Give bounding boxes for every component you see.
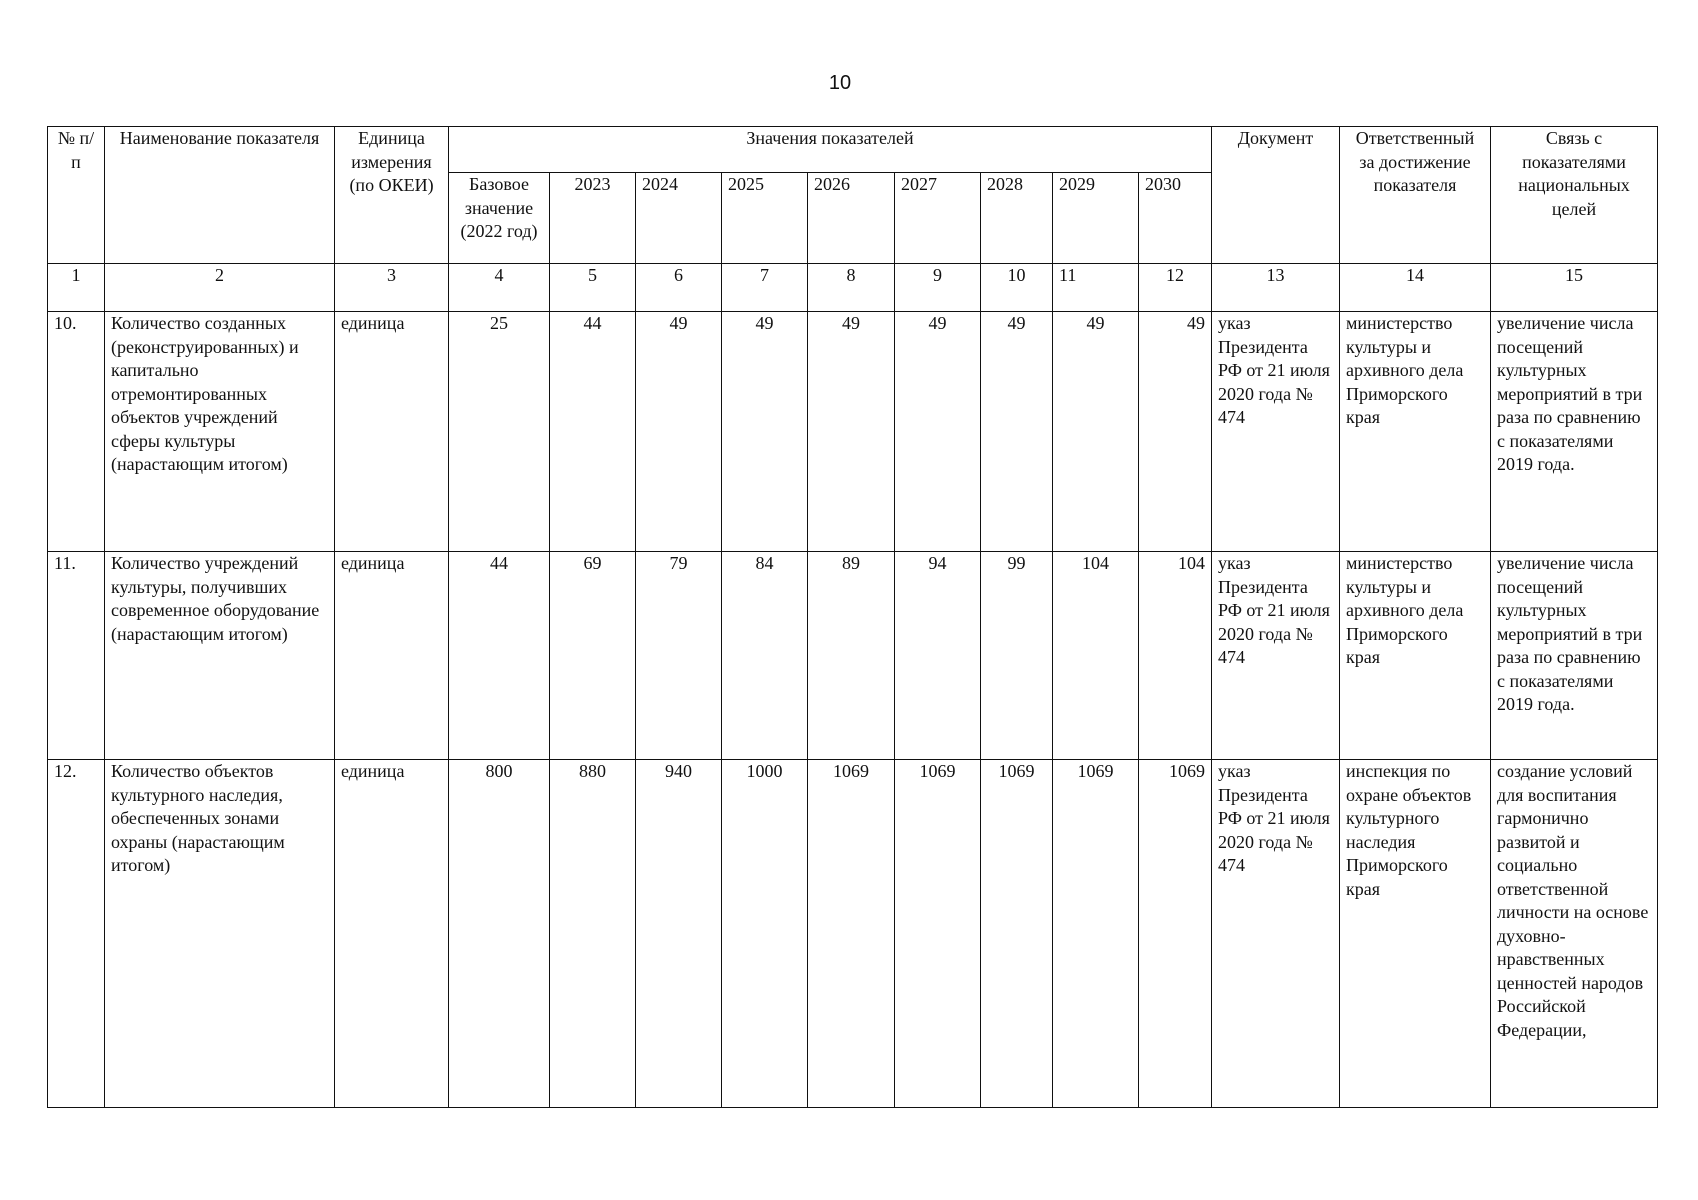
base-value-cell: 25 <box>449 312 550 552</box>
year-value-cell: 1069 <box>1053 760 1139 1108</box>
column-number: 8 <box>808 264 895 312</box>
year-value-cell: 1000 <box>722 760 808 1108</box>
table-row <box>48 760 1658 1108</box>
unit-cell: единица <box>335 552 449 760</box>
responsible-cell: инспекция по охране объектов культурного наследия Приморского края <box>1340 760 1491 1108</box>
national-goal-link-cell: увеличение числа посещений культурных мероприятий в три раза по сравнению с показателями 2019 года. <box>1491 552 1658 760</box>
unit-cell: единица <box>335 312 449 552</box>
header-year: 2023 <box>550 173 636 264</box>
header-year: 2027 <box>895 173 981 264</box>
row-number: 12. <box>48 760 105 1108</box>
year-value-cell: 84 <box>722 552 808 760</box>
column-number: 7 <box>722 264 808 312</box>
base-value-cell: 800 <box>449 760 550 1108</box>
column-number-row <box>48 264 1658 312</box>
year-value-cell: 104 <box>1053 552 1139 760</box>
responsible-cell: министерство культуры и архивного дела Приморского края <box>1340 552 1491 760</box>
year-value-cell: 1069 <box>1139 760 1212 1108</box>
column-number: 6 <box>636 264 722 312</box>
column-number: 14 <box>1340 264 1491 312</box>
year-value-cell: 1069 <box>895 760 981 1108</box>
document-cell: указ Президента РФ от 21 июля 2020 года № 474 <box>1212 760 1340 1108</box>
header-name: Наименование показателя <box>105 127 335 264</box>
header-year: 2024 <box>636 173 722 264</box>
column-number: 10 <box>981 264 1053 312</box>
national-goal-link-cell: увеличение числа посещений культурных мероприятий в три раза по сравнению с показателями 2019 года. <box>1491 312 1658 552</box>
column-number: 11 <box>1053 264 1139 312</box>
header-base-value: Базовое значение (2022 год) <box>449 173 550 264</box>
indicator-name: Количество созданных (реконструированных) и капитально отремонтированных объектов учреждений сферы культуры (нарастающим итогом) <box>105 312 335 552</box>
header-unit: Единица измерения (по ОКЕИ) <box>335 127 449 264</box>
year-value-cell: 49 <box>1053 312 1139 552</box>
base-value-cell: 44 <box>449 552 550 760</box>
document-cell: указ Президента РФ от 21 июля 2020 года № 474 <box>1212 552 1340 760</box>
indicator-name: Количество объектов культурного наследия, обеспеченных зонами охраны (нарастающим итогом) <box>105 760 335 1108</box>
row-number: 11. <box>48 552 105 760</box>
column-number: 1 <box>48 264 105 312</box>
column-number: 4 <box>449 264 550 312</box>
column-number: 2 <box>105 264 335 312</box>
indicator-name: Количество учреждений культуры, получивших современное оборудование (нарастающим итогом) <box>105 552 335 760</box>
table-row <box>48 552 1658 760</box>
column-number: 3 <box>335 264 449 312</box>
header-year: 2026 <box>808 173 895 264</box>
header-no: № п/п <box>48 127 105 264</box>
header-year: 2025 <box>722 173 808 264</box>
year-value-cell: 1069 <box>808 760 895 1108</box>
year-value-cell: 49 <box>1139 312 1212 552</box>
year-value-cell: 89 <box>808 552 895 760</box>
year-value-cell: 69 <box>550 552 636 760</box>
national-goal-link-cell: создание условий для воспитания гармонично развитой и социально ответственной личности на основе духовно-нравственных ценностей народов Российской Федерации, <box>1491 760 1658 1108</box>
year-value-cell: 49 <box>808 312 895 552</box>
column-number: 12 <box>1139 264 1212 312</box>
header-year: 2029 <box>1053 173 1139 264</box>
year-value-cell: 94 <box>895 552 981 760</box>
header-values-group: Значения показателей <box>449 127 1212 173</box>
header-responsible: Ответственный за достижение показателя <box>1340 127 1491 264</box>
header-link: Связь с показателями национальных целей <box>1491 127 1658 264</box>
document-cell: указ Президента РФ от 21 июля 2020 года № 474 <box>1212 312 1340 552</box>
column-number: 13 <box>1212 264 1340 312</box>
year-value-cell: 49 <box>895 312 981 552</box>
indicators-table <box>47 126 1658 1108</box>
year-value-cell: 104 <box>1139 552 1212 760</box>
header-year: 2030 <box>1139 173 1212 264</box>
year-value-cell: 99 <box>981 552 1053 760</box>
year-value-cell: 49 <box>981 312 1053 552</box>
column-number: 9 <box>895 264 981 312</box>
column-number: 15 <box>1491 264 1658 312</box>
year-value-cell: 880 <box>550 760 636 1108</box>
header-document: Документ <box>1212 127 1340 264</box>
responsible-cell: министерство культуры и архивного дела Приморского края <box>1340 312 1491 552</box>
year-value-cell: 49 <box>722 312 808 552</box>
unit-cell: единица <box>335 760 449 1108</box>
column-number: 5 <box>550 264 636 312</box>
table-row <box>48 312 1658 552</box>
year-value-cell: 1069 <box>981 760 1053 1108</box>
page-number: 10 <box>828 72 852 94</box>
year-value-cell: 49 <box>636 312 722 552</box>
year-value-cell: 44 <box>550 312 636 552</box>
year-value-cell: 940 <box>636 760 722 1108</box>
header-row-top <box>48 127 1658 173</box>
header-year: 2028 <box>981 173 1053 264</box>
row-number: 10. <box>48 312 105 552</box>
year-value-cell: 79 <box>636 552 722 760</box>
